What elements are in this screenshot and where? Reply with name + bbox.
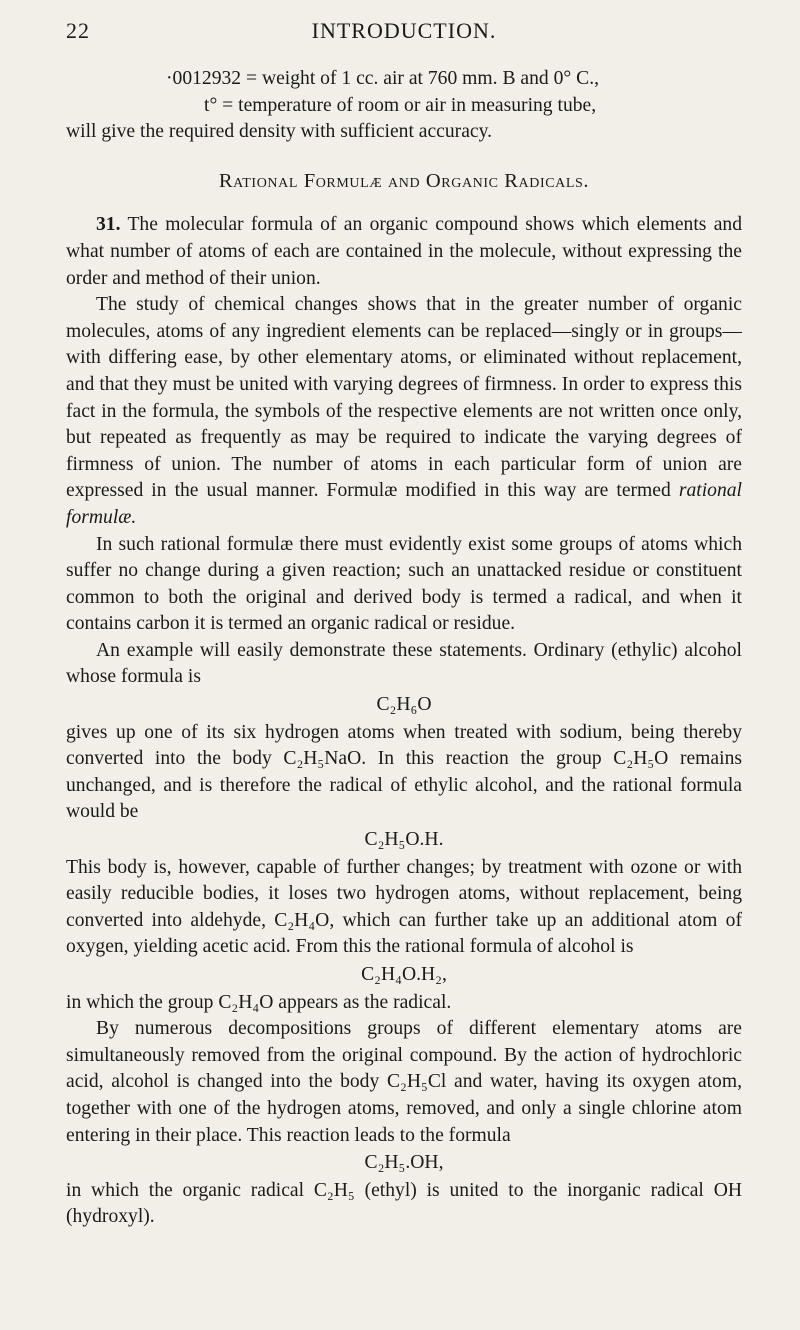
paragraph: will give the required density with sufficient accuracy. (66, 121, 493, 143)
paragraph: This body is, however, capable of further changes; by treatment with ozone or with easily reducible bodies, it loses two hydrogen atoms, without replacement, being converted into aldehyde, C₂H₄O, which can further take up an additional atom of oxygen, yielding acetic acid. From this the rational formula of alcohol is (66, 856, 742, 958)
formula: C₂H₄O.H₂, (361, 964, 447, 985)
definition-line: ·0012932 = weight of 1 cc. air at 760 mm. B and 0° C., (166, 68, 600, 89)
definitions (166, 66, 742, 119)
paragraph: gives up one of its six hydrogen atoms when treated with sodium, being thereby converted into the body C₂H₅NaO. In this reaction the group C₂H₅O remains unchanged, and is therefore the radical of ethylic alcohol, and the rational formula would be (66, 721, 742, 823)
formula: C₂H₅O.H. (364, 829, 444, 851)
paragraph: in which the organic radical C₂H₅ (ethyl) is united to the inorganic radical OH (hydroxyl). (66, 1179, 742, 1228)
page-number: 22 (66, 18, 90, 43)
paragraph-text: The study of chemical changes shows that in the greater number of organic molecules, atoms of any ingredient elements can be replaced—singly or in groups—with differing ease, by other elementary atoms, or eliminated without replacement, and that they must be united with varying degrees of firmness. In order to express this fact in the formula, the symbols of the respective elements are not written once only, but repeated as frequently as may be required to indicate the varying degrees of firmness of union. The number of atoms in each particular form of union are expressed in the usual manner. Formulæ modified in this way are termed (66, 294, 742, 502)
paragraph-number: 31. (96, 214, 121, 236)
page-body (66, 66, 742, 1231)
definition-line: t° = temperature of room or air in measuring tube, (204, 94, 597, 116)
paragraph (66, 292, 742, 531)
running-title: INTRODUCTION. (311, 18, 497, 43)
formula: C₂H₆O (376, 694, 432, 716)
section-heading: Rational Formulæ and Organic Radicals. (218, 169, 590, 192)
paragraph: An example will easily demonstrate these statements. Ordinary (ethylic) alcohol whose formula is (66, 639, 742, 688)
paragraph: By numerous decompositions groups of different elementary atoms are simultaneously removed from the original compound. By the action of hydrochloric acid, alcohol is changed into the body C₂H₅Cl and water, having its oxygen atom, together with one of the hydrogen atoms, removed, and only a single chlorine atom entering in their place. This reaction leads to the formula (66, 1018, 742, 1146)
italic-term: rational formulæ. (66, 480, 742, 528)
formula: C₂H₅.OH, (364, 1152, 444, 1174)
paragraph-text: The molecular formula of an organic compound shows which elements and what number of atoms of each are contained in the molecule, without expressing the order and method of their union. (66, 214, 742, 289)
paragraph: In such rational formulæ there must evidently exist some groups of atoms which suffer no change during a given reaction; such an unattacked residue or constituent common to both the original and derived body is termed a radical, and when it contains carbon it is termed an organic radical or residue. (66, 533, 742, 635)
paragraph: in which the group C₂H₄O appears as the radical. (66, 991, 452, 1013)
paragraph-31 (66, 212, 742, 292)
